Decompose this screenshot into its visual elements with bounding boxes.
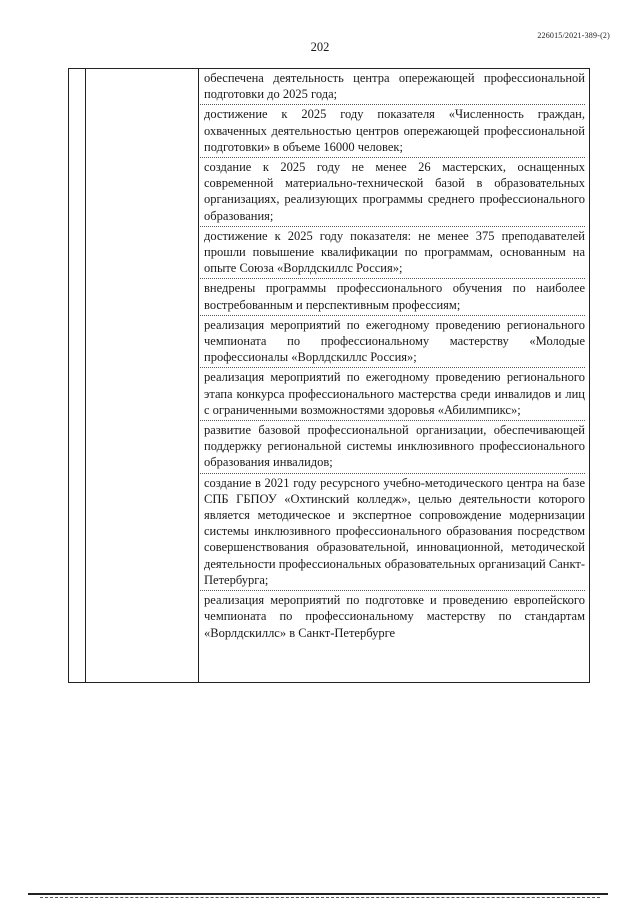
result-item: реализация мероприятий по подготовке и проведению европейского чемпионата по профессиональному мастерству по стандартам «Ворлдскиллс» в Санкт-Петербурге: [204, 593, 585, 640]
result-item: создание к 2025 году не менее 26 мастерских, оснащенных современной материально-технической базой в образовательных организациях, реализующих программы среднего профессионального образования;: [200, 158, 585, 227]
result-item: внедрены программы профессионального обучения по наиболее востребованным и перспективным профессиям;: [200, 279, 585, 315]
result-item: реализация мероприятий по ежегодному проведению регионального чемпионата по профессиональному мастерству «Молодые профессионалы «Ворлдскиллс Россия»;: [200, 316, 585, 369]
scan-edge-line: [40, 897, 600, 898]
result-item: создание в 2021 году ресурсного учебно-методического центра на базе СПБ ГБПОУ «Охтинский колледж», целью деятельности которого является методическое и экспертное сопровождение модернизации системы инклюзивного профессионального образования посредством совершенствования образовательной, инновационной, методической деятельности профессиональных образовательных организаций Санкт-Петербурга;: [200, 474, 585, 591]
result-item: обеспечена деятельность центра опережающей профессиональной подготовки до 2025 года;: [200, 69, 585, 105]
page-number: 202: [310, 40, 330, 54]
result-item: достижение к 2025 году показателя: не менее 375 преподавателей прошли повышение квалификации по программам, основанным на опыте Союза «Ворлдскиллс Россия»;: [200, 227, 585, 280]
results-table: [68, 68, 590, 683]
results-cell: [200, 69, 585, 643]
result-item: реализация мероприятий по ежегодному проведению регионального этапа конкурса профессионального мастерства среди инвалидов и лиц с ограниченными возможностями здоровья «Абилимпикс»;: [200, 368, 585, 421]
column-divider: [198, 69, 199, 682]
column-divider: [85, 69, 86, 682]
result-item: развитие базовой профессиональной организации, обеспечивающей поддержку региональной системы инклюзивного профессионального образования инвалидов;: [200, 421, 585, 474]
scan-edge-line: [28, 893, 608, 895]
document-id: 226015/2021-389-(2): [537, 31, 610, 40]
result-item: достижение к 2025 году показателя «Численность граждан, охваченных деятельностью центров опережающей профессиональной подготовки» в объеме 16000 человек;: [200, 105, 585, 158]
